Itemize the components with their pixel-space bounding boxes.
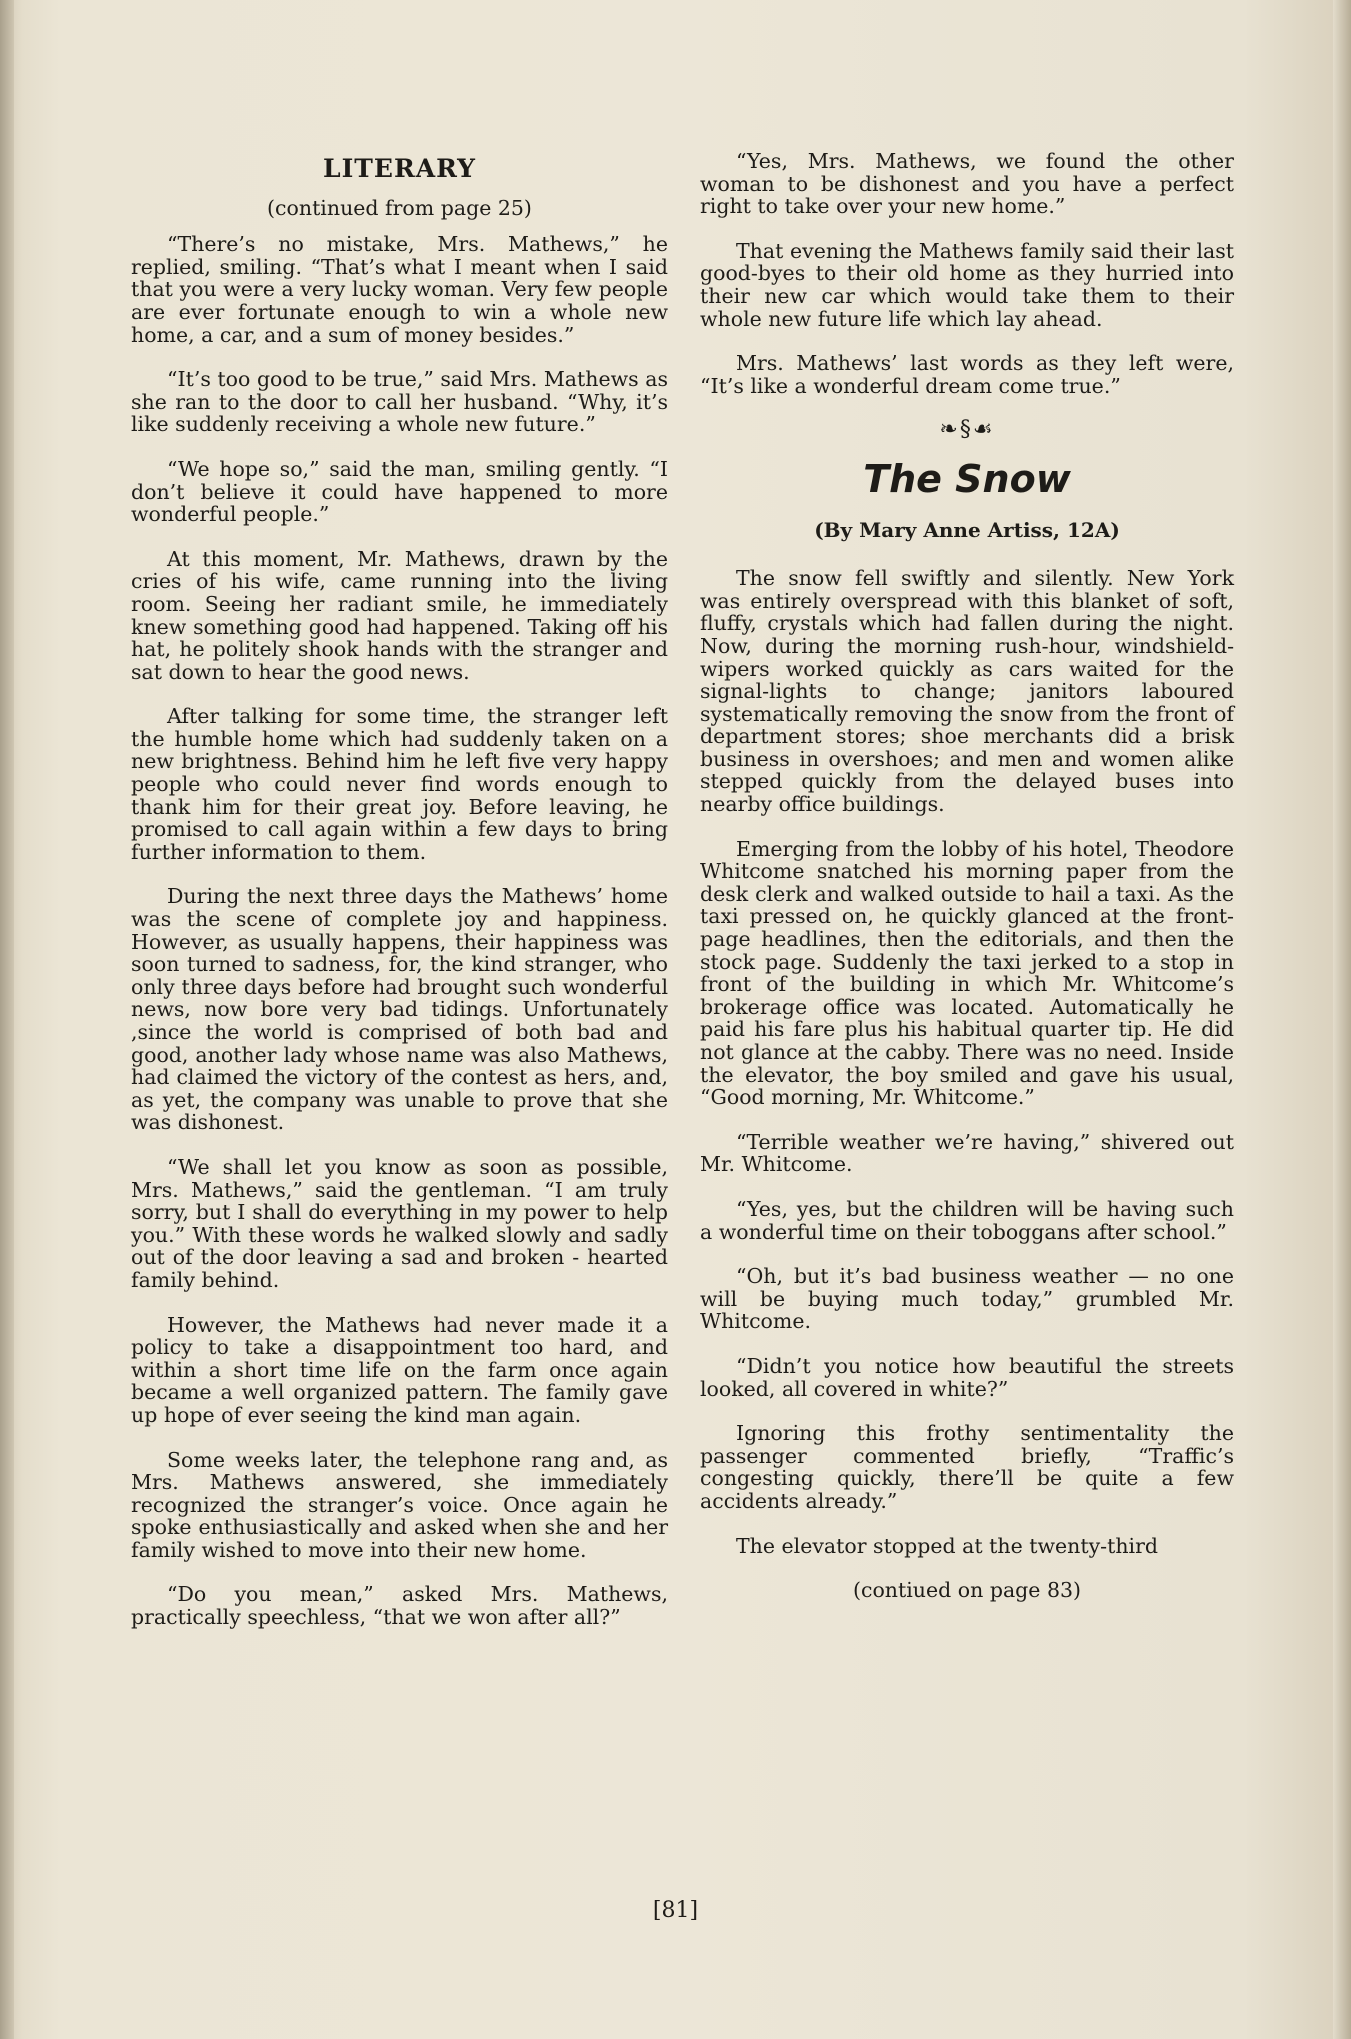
left-column xyxy=(131,150,668,1651)
page-edge-shadow xyxy=(1333,0,1351,2039)
paragraph: “Terrible weather we’re having,” shivered out Mr. Whitcome. xyxy=(700,1129,1234,1177)
section-heading: LITERARY xyxy=(323,154,476,183)
paragraph: At this moment, Mr. Mathews, drawn by the cries of his wife, came running into the living room. Seeing her radiant smile, he immediately knew something good had happened. Taking off his hat, he politely shook hands with the stranger and sat down to hear the good news. xyxy=(131,546,668,684)
paragraph: The snow fell swiftly and silently. New York was entirely overspread with this blanket of soft, fluffy, crystals which had fallen during the night. Now, during the morning rush-hour, windshield-wipers worked quickly as cars waited for the signal-lights to change; janitors laboured systematically removing the snow from the front of department stores; shoe merchants did a brisk business in overshoes; and men and women alike stepped quickly from the delayed buses into nearby office buildings. xyxy=(700,566,1234,817)
paragraph: “Oh, but it’s bad business weather — no one will be buying much today,” grumbled Mr. Whitcome. xyxy=(700,1264,1234,1334)
story-byline: (By Mary Anne Artiss, 12A) xyxy=(814,517,1120,542)
paragraph: “Yes, Mrs. Mathews, we found the other woman to be dishonest and you have a perfect right to take over your new home.” xyxy=(700,149,1234,219)
continued-from-note: (continued from page 25) xyxy=(267,195,532,220)
page-number: [81] xyxy=(652,1898,699,1923)
page-binding-shadow xyxy=(0,0,14,2039)
paragraph: “Yes, yes, but the children will be having such a wonderful time on their toboggans after school.” xyxy=(700,1196,1234,1244)
paragraph: Some weeks later, the telephone rang and, as Mrs. Mathews answered, she immediately recognized the stranger’s voice. Once again he spoke enthusiastically and asked when she and her family wished to move into their new home. xyxy=(131,1447,668,1562)
paragraph: Mrs. Mathews’ last words as they left were, “It’s like a wonderful dream come true.” xyxy=(700,351,1234,398)
paragraph: The elevator stopped at the twenty-third xyxy=(736,1533,1159,1558)
paragraph: Ignoring this frothy sentimentality the passenger commented briefly, “Traffic’s congesting quickly, there’ll be quite a few accidents already.” xyxy=(700,1421,1234,1513)
continued-on-note: (contiued on page 83) xyxy=(852,1578,1082,1603)
right-column xyxy=(700,150,1234,1602)
paragraph: “Didn’t you notice how beautiful the streets looked, all covered in white?” xyxy=(700,1353,1234,1401)
story-title: The Snow xyxy=(863,456,1071,501)
paragraph: However, the Mathews had never made it a policy to take a disappointment too hard, and within a short time life on the farm once again became a well organized pattern. The family gave up hope of ever seeing the kind man again. xyxy=(131,1312,668,1427)
paragraph: “Do you mean,” asked Mrs. Mathews, practically speechless, “that we won after all?” xyxy=(131,1582,668,1630)
paragraph: “We hope so,” said the man, smiling gently. “I don’t believe it could have happened to more wonderful people.” xyxy=(131,456,668,527)
paragraph: That evening the Mathews family said their last good-byes to their old home as they hurried into their new car which would take them to their whole new future life which lay ahead. xyxy=(700,238,1234,331)
paragraph: Emerging from the lobby of his hotel, Theodore Whitcome snatched his morning paper from the desk clerk and walked outside to hail a taxi. As the taxi pressed on, he quickly glanced at the front-page headlines, then the editorials, and then the stock page. Suddenly the taxi jerked to a stop in front of the building in which Mr. Whitcome’s brokerage office was located. Automatically he paid his fare plus his habitual quarter tip. He did not glance at the cabby. There was no need. Inside the elevator, the boy smiled and gave his usual, “Good morning, Mr. Whitcome.” xyxy=(700,836,1234,1110)
paragraph: “It’s too good to be true,” said Mrs. Mathews as she ran to the door to call her husband. “Why, it’s like suddenly receiving a whole new future.” xyxy=(131,367,668,437)
section-divider-ornament: ❧§☙ xyxy=(939,417,995,443)
paragraph: After talking for some time, the stranger left the humble home which had suddenly taken on a new brightness. Behind him he left five very happy people who could never find words enough to thank him for their great joy. Before leaving, he promised to call again within a few days to bring further information to them. xyxy=(131,704,668,864)
paragraph: “We shall let you know as soon as possible, Mrs. Mathews,” said the gentleman. “I am truly sorry, but I shall do everything in my power to help you.” With these words he walked slowly and sadly out of the door leaving a sad and broken - hearted family behind. xyxy=(131,1154,668,1292)
paragraph: “There’s no mistake, Mrs. Mathews,” he replied, smiling. “That’s what I meant when I said that you were a very lucky woman. Very few people are ever fortunate enough to win a whole new home, a car, and a sum of money besides.” xyxy=(131,232,668,347)
paragraph: During the next three days the Mathews’ home was the scene of complete joy and happiness. However, as usually happens, their happiness was soon turned to sadness, for, the kind stranger, who only three days before had brought such wonderful news, now bore very bad tidings. Unfortunately ,since the world is comprised of both bad and good, another lady whose name was also Mathews, had claimed the victory of the contest as hers, and, as yet, the company was unable to prove that she was dishonest. xyxy=(131,884,668,1135)
